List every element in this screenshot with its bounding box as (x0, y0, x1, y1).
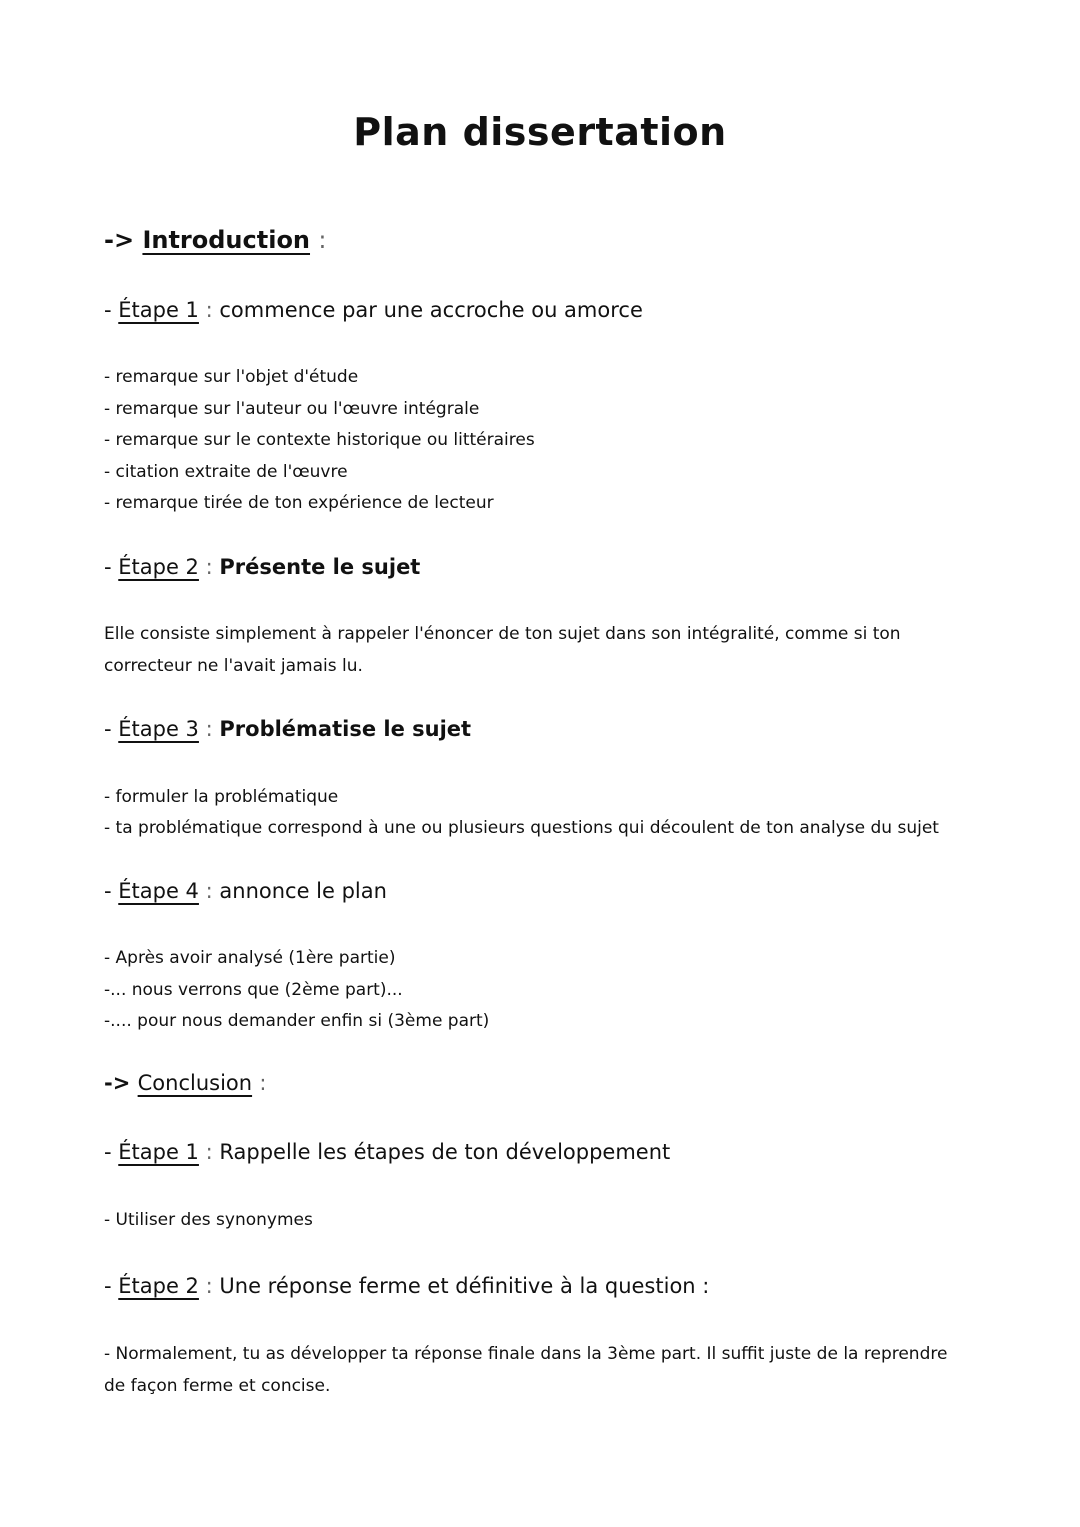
list-item: -... nous verrons que (2ème part)... (104, 980, 403, 1000)
step-colon: : (205, 298, 213, 322)
step-colon: : (205, 717, 213, 741)
list-item: - remarque sur le contexte historique ou littéraires (104, 430, 535, 450)
step-label: Étape 2 (118, 555, 199, 579)
step-colon: : (205, 555, 213, 579)
list-item: - remarque sur l'objet d'étude (104, 367, 359, 387)
section-colon: : (259, 1071, 267, 1095)
step-text: Rappelle les étapes de ton développement (219, 1140, 671, 1164)
section-colon: : (318, 226, 327, 254)
dash: - (104, 1140, 112, 1164)
page-title: Plan dissertation (353, 110, 727, 154)
intro-step-1-heading (104, 298, 643, 322)
list-item: - Après avoir analysé (1ère partie) (104, 948, 396, 968)
paragraph: - Normalement, tu as développer ta réponse finale dans la 3ème part. Il suffit juste de la reprendre de façon ferme et concise. (104, 1344, 948, 1396)
step-text: Présente le sujet (219, 555, 421, 579)
section-title: Introduction (142, 226, 311, 254)
list-item: - formuler la problématique (104, 787, 339, 807)
step-text: Problématise le sujet (219, 717, 472, 741)
list-item: -.... pour nous demander enfin si (3ème part) (104, 1011, 490, 1031)
intro-step-3-heading (104, 717, 471, 741)
arrow-marker: -> (104, 226, 135, 254)
step-text: annonce le plan (219, 879, 387, 903)
list-item: - remarque sur l'auteur ou l'œuvre intégrale (104, 399, 480, 419)
step-label: Étape 3 (118, 717, 199, 741)
dash: - (104, 555, 112, 579)
section-title: Conclusion (137, 1071, 253, 1095)
arrow-marker: -> (104, 1071, 131, 1095)
conclusion-step-1-heading (104, 1140, 670, 1164)
paragraph: Elle consiste simplement à rappeler l'énoncer de ton sujet dans son intégralité, comme si ton correcteur ne l'avait jamais lu. (104, 624, 901, 676)
step-colon: : (205, 1140, 213, 1164)
step-text: Une réponse ferme et définitive à la question : (219, 1274, 710, 1298)
section-heading-introduction (104, 226, 326, 254)
step-colon: : (205, 879, 213, 903)
dash: - (104, 717, 112, 741)
intro-step-2-heading (104, 555, 420, 579)
conclusion-step-2-heading (104, 1274, 709, 1298)
step-label: Étape 1 (118, 298, 199, 322)
dash: - (104, 1274, 112, 1298)
section-heading-conclusion (104, 1071, 266, 1095)
step-label: Étape 2 (118, 1274, 199, 1298)
step-label: Étape 4 (118, 879, 199, 903)
step-text: commence par une accroche ou amorce (219, 298, 643, 322)
intro-step-4-heading (104, 879, 387, 903)
list-item: - citation extraite de l'œuvre (104, 462, 348, 482)
step-colon: : (205, 1274, 213, 1298)
list-item: - ta problématique correspond à une ou plusieurs questions qui découlent de ton analyse du sujet (104, 818, 939, 838)
step-label: Étape 1 (118, 1140, 199, 1164)
list-item: - Utiliser des synonymes (104, 1210, 313, 1230)
list-item: - remarque tirée de ton expérience de lecteur (104, 493, 494, 513)
dash: - (104, 298, 112, 322)
dash: - (104, 879, 112, 903)
